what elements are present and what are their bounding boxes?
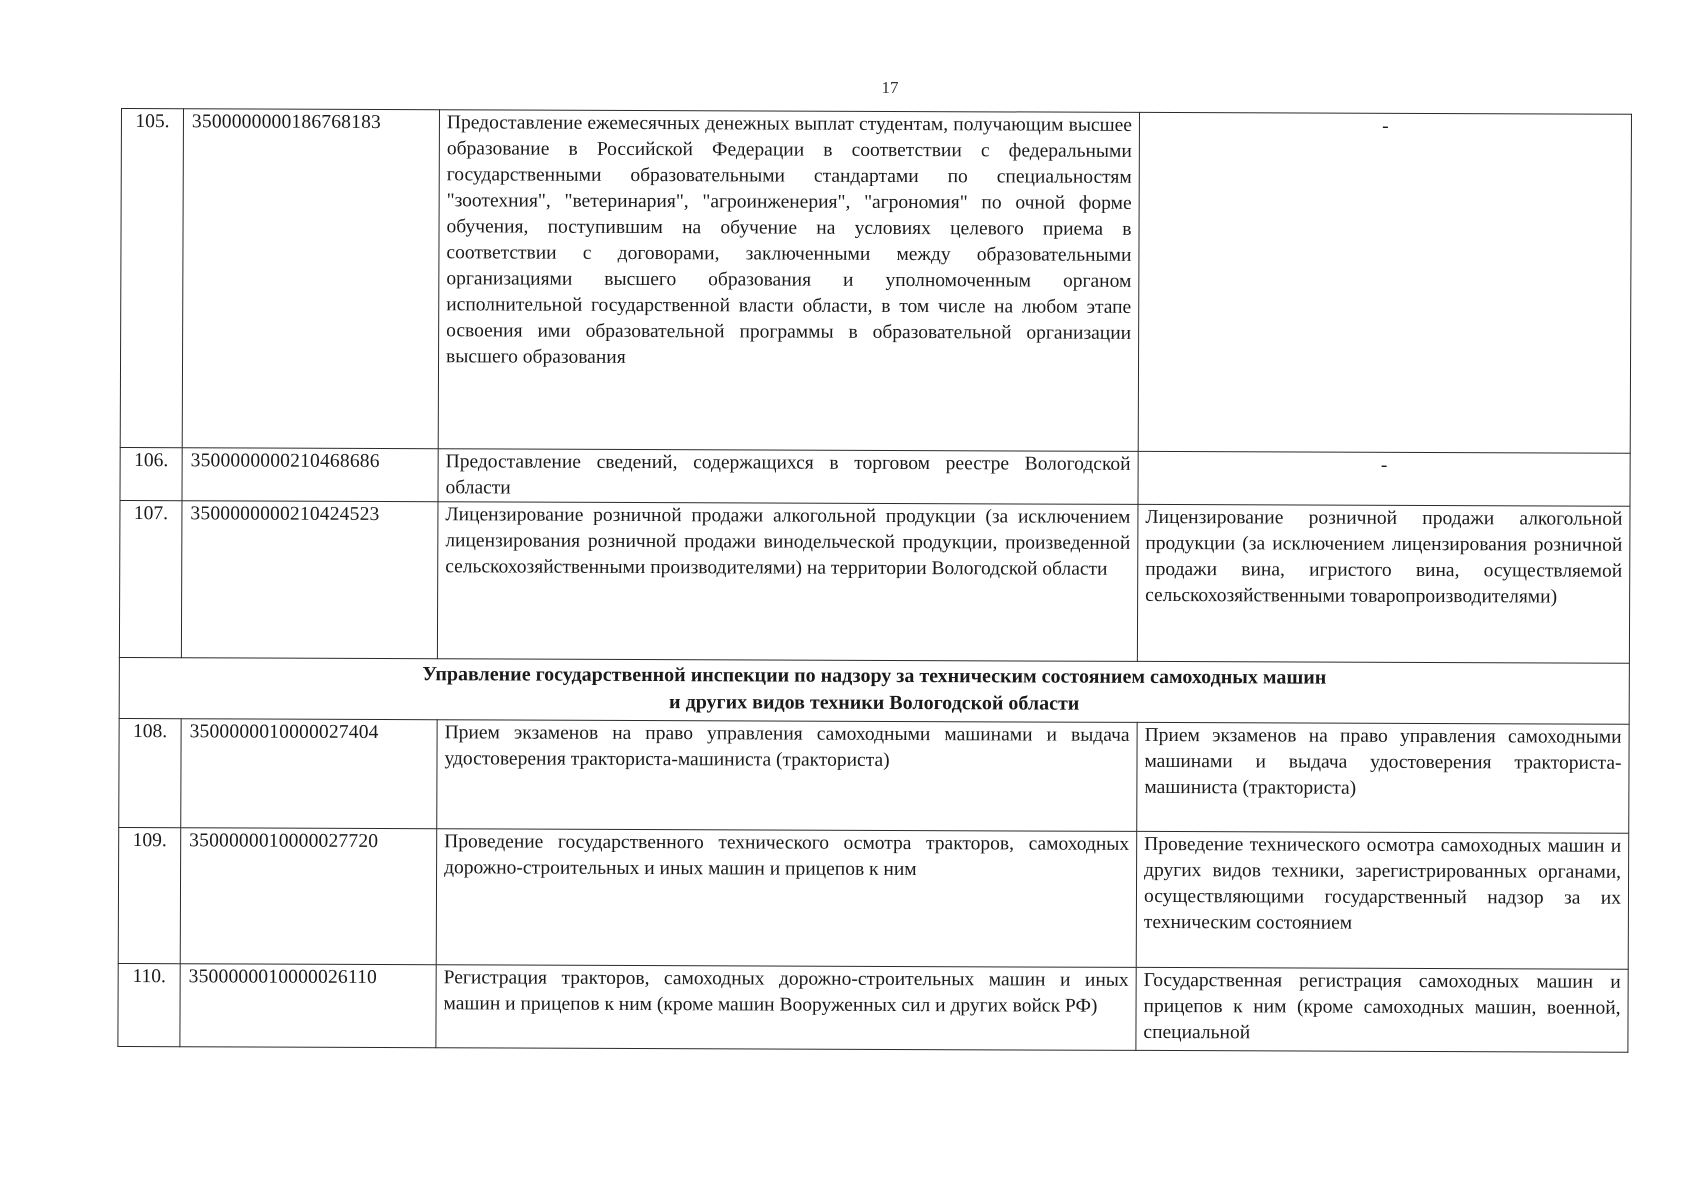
service-code: 3500000010000027404 [181, 719, 437, 829]
table-row [119, 500, 1630, 663]
table-row [119, 718, 1629, 833]
row-number: 105. [120, 109, 183, 448]
service-description: Предоставление ежемесячных денежных выплат студентам, получающим высшее образование в Российской Федерации в соответствии с федеральными государственными образовательными стандартами по специальностям "зоотехния", "ветеринария", "агроинженерия", "агрономия" по очной форме обучения, поступившим на обучение на условиях целевого приема в соответствии с договорами, заключенными между образовательными организациями высшего образования и уполномоченным органом исполнительной государственной власти области, в том числе на любом этапе освоения ими образовательной программы в образовательной организации высшего образования [438, 110, 1139, 452]
table-row [120, 447, 1630, 506]
service-description: Проведение государственного технического осмотра тракторов, самоходных дорожно-строительных и иных машин и прицепов к ним [436, 829, 1137, 968]
table-row [118, 827, 1629, 969]
federal-service: Лицензирование розничной продажи алкогольной продукции (за исключением лицензирования розничной продажи вина, игристого вина, осуществляемой сельскохозяйственными товаропроизводителями) [1137, 504, 1630, 663]
row-number: 107. [119, 500, 182, 657]
federal-service: - [1138, 451, 1630, 506]
services-table [117, 108, 1632, 1053]
service-description: Предоставление сведений, содержащихся в торговом реестре Вологодской области [438, 449, 1138, 505]
service-code: 3500000010000026110 [180, 964, 436, 1048]
row-number: 106. [120, 447, 182, 500]
row-number: 110. [118, 963, 180, 1046]
table-row [120, 109, 1631, 454]
federal-service: Прием экзаменов на право управления самоходными машинами и выдача удостоверения тракториста-машиниста (тракториста) [1137, 722, 1629, 833]
row-number: 109. [118, 827, 181, 963]
table-row [118, 963, 1628, 1052]
service-description: Прием экзаменов на право управления самоходными машинами и выдача удостоверения тракториста-машиниста (тракториста) [437, 720, 1137, 832]
service-code: 3500000000210424523 [181, 501, 438, 659]
service-description: Лицензирование розничной продажи алкогольной продукции (за исключением лицензирования розничной продажи винодельческой продукции, произведенной сельскохозяйственными производителями) на территории Вологодской области [437, 502, 1138, 662]
service-description: Регистрация тракторов, самоходных дорожно-строительных машин и иных машин и прицепов к ним (кроме машин Вооруженных сил и других войск РФ) [436, 965, 1136, 1051]
page-number: 17 [881, 78, 899, 97]
section-header [119, 657, 1629, 724]
section-header-line1: Управление государственной инспекции по надзору за техническим состоянием самоходных машин [422, 663, 1327, 689]
federal-service: - [1138, 112, 1631, 453]
section-header-row [119, 657, 1629, 724]
federal-service: Государственная регистрация самоходных машин и прицепов к ним (кроме самоходных машин, военной, специальной [1136, 967, 1628, 1052]
federal-service: Проведение технического осмотра самоходных машин и других видов техники, зарегистрированных органами, осуществляющими государственный надзор за их техническим состоянием [1136, 831, 1629, 969]
service-code: 3500000000186768183 [182, 109, 439, 449]
service-code: 3500000000210468686 [182, 448, 438, 502]
service-code: 3500000010000027720 [180, 828, 437, 965]
section-header-line2: и других видов техники Вологодской области [669, 691, 1080, 715]
row-number: 108. [119, 718, 181, 827]
